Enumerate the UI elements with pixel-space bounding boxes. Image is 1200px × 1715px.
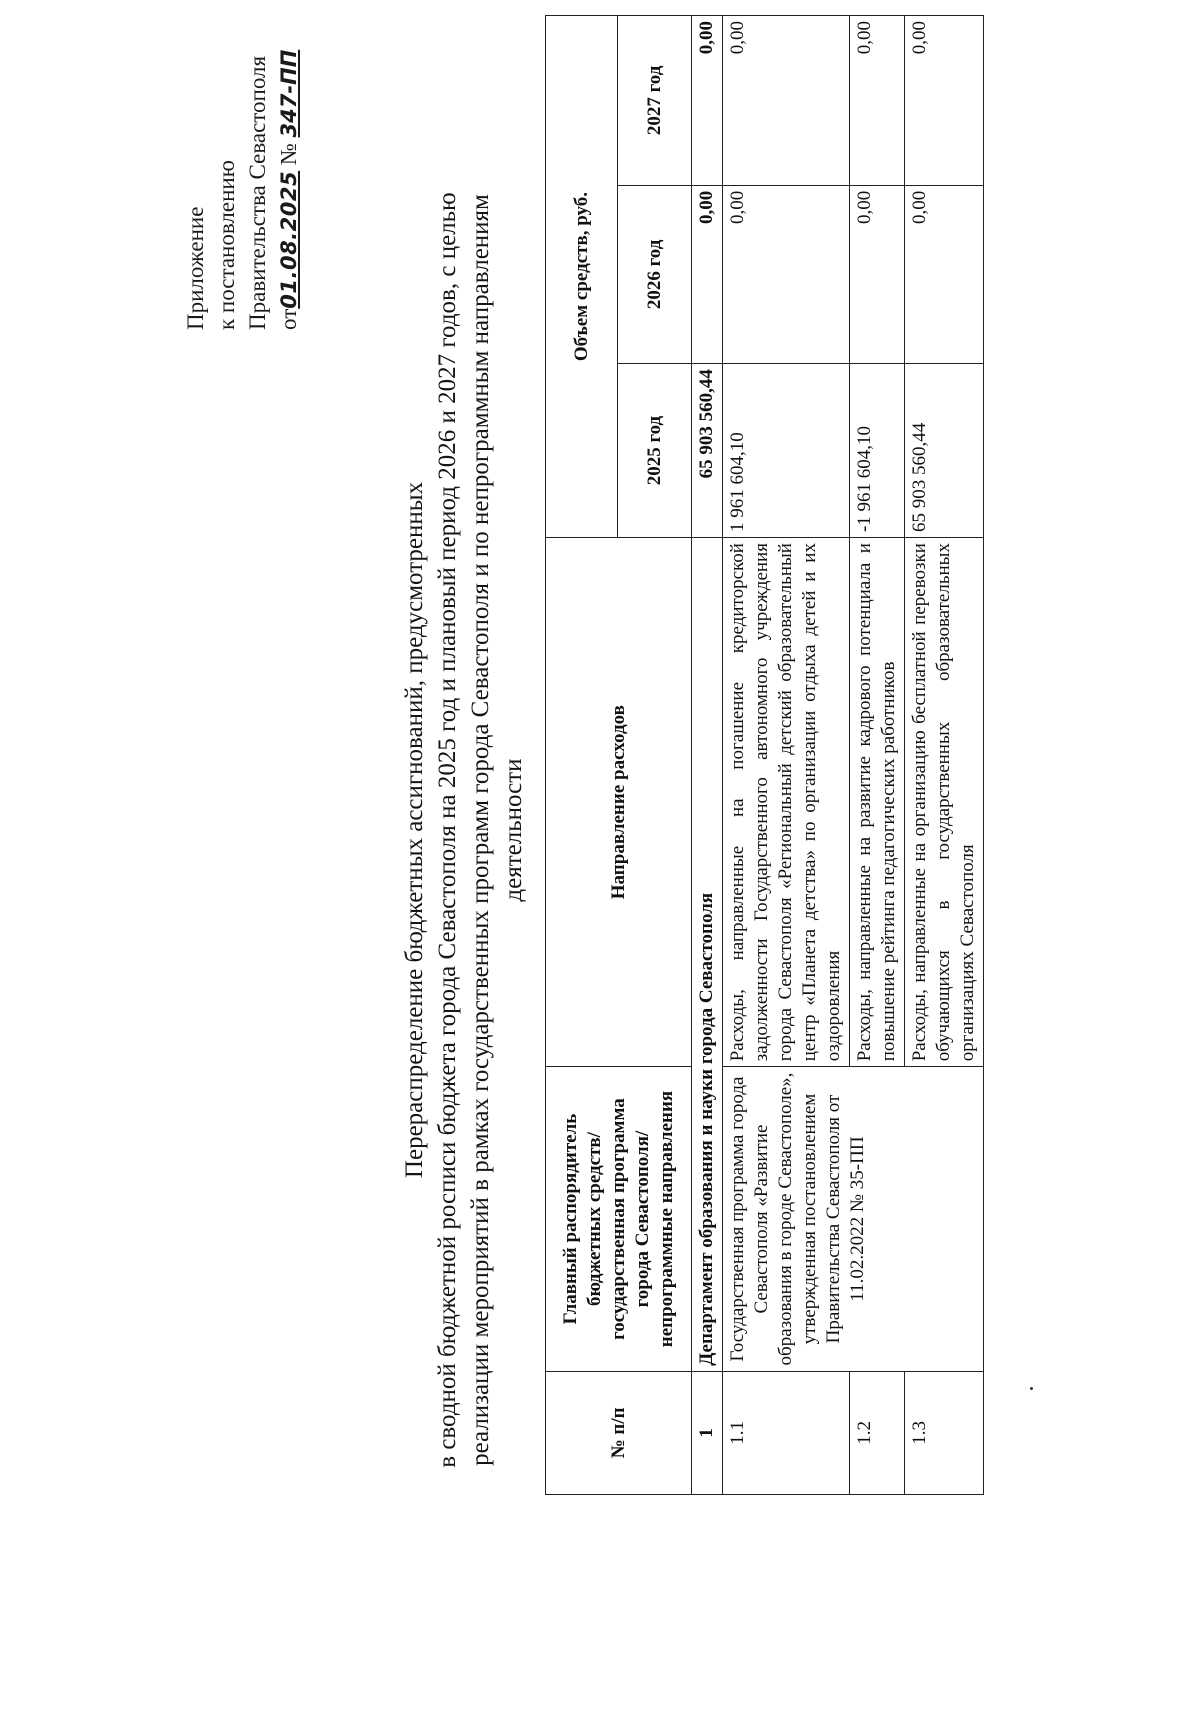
- appendix-line-1: Приложение: [183, 206, 208, 330]
- appendix-date-line: [273, 10, 305, 330]
- header-2027: 2027 год: [618, 16, 692, 186]
- department-2025: 65 903 560,44: [692, 364, 723, 538]
- title-line-3: реализации мероприятий в рамках государственных программ города Севастополя и по непрограммным направлениям: [467, 194, 494, 1466]
- header-manager: Главный распорядитель бюджетных средств/государственная программа города Севастополя/непрограммные направления: [546, 1067, 692, 1371]
- row-2027: 0,00: [723, 16, 850, 186]
- document-title: [398, 60, 530, 1600]
- row-direction: Расходы, направленные на организацию бесплатной перевозки обучающихся в государственных образовательных организациях Севастополя: [905, 538, 984, 1067]
- table-row: [723, 16, 850, 1495]
- number-prefix: №: [276, 143, 301, 166]
- row-2025: 1 961 604,10: [723, 364, 850, 538]
- row-2026: 0,00: [850, 185, 905, 363]
- department-num: 1: [692, 1371, 723, 1494]
- department-name: Департамент образования и науки города Севастополя: [692, 538, 723, 1372]
- header-2026: 2026 год: [618, 185, 692, 363]
- row-2027: 0,00: [905, 16, 984, 186]
- program-name: Государственная программа города Севастополя «Развитие образования в городе Севастополе», утвержденная постановлением Правительства Севастополя от 11.02.2022 № 35-ПП: [723, 1067, 984, 1371]
- row-2025: -1 961 604,10: [850, 364, 905, 538]
- department-2027: 0,00: [692, 16, 723, 186]
- from-prefix: от: [276, 308, 301, 330]
- header-direction: Направление расходов: [546, 538, 692, 1067]
- row-num: 1.3: [905, 1371, 984, 1494]
- title-line-1: Перераспределение бюджетных ассигнований, предусмотренных: [401, 481, 428, 1179]
- appendix-line-3: Правительства Севастополя: [245, 55, 270, 330]
- scan-speck: [1030, 1387, 1033, 1390]
- row-2027: 0,00: [850, 16, 905, 186]
- row-num: 1.1: [723, 1371, 850, 1494]
- row-num: 1.2: [850, 1371, 905, 1494]
- header-2025: 2025 год: [618, 364, 692, 538]
- row-2025: 65 903 560,44: [905, 364, 984, 538]
- department-2026: 0,00: [692, 185, 723, 363]
- appendix-block: [180, 10, 305, 330]
- title-line-4: деятельности: [500, 758, 527, 902]
- title-line-2: в сводной бюджетной росписи бюджета города Севастополя на 2025 год и плановый период 2026 и 2027 годов, с целью: [434, 192, 461, 1468]
- header-num: № п/п: [546, 1371, 692, 1494]
- row-direction: Расходы, направленные на развитие кадрового потенциала и повышение рейтинга педагогических работников: [850, 538, 905, 1067]
- row-2026: 0,00: [723, 185, 850, 363]
- appendix-line-2: к постановлению: [214, 160, 239, 330]
- row-direction: Расходы, направленные на погашение кредиторской задолженности Государственного автономного учреждения города Севастополя «Региональный детский образовательный центр «Планета детства» по организации отдыха детей и их оздоровления: [723, 538, 850, 1067]
- allocation-table: [545, 15, 984, 1495]
- handwritten-number: 347-ПП: [277, 49, 301, 138]
- row-2026: 0,00: [905, 185, 984, 363]
- handwritten-date: 01.08.2025: [277, 170, 301, 309]
- header-volume: Объем средств, руб.: [546, 16, 618, 538]
- department-row: [692, 16, 723, 1495]
